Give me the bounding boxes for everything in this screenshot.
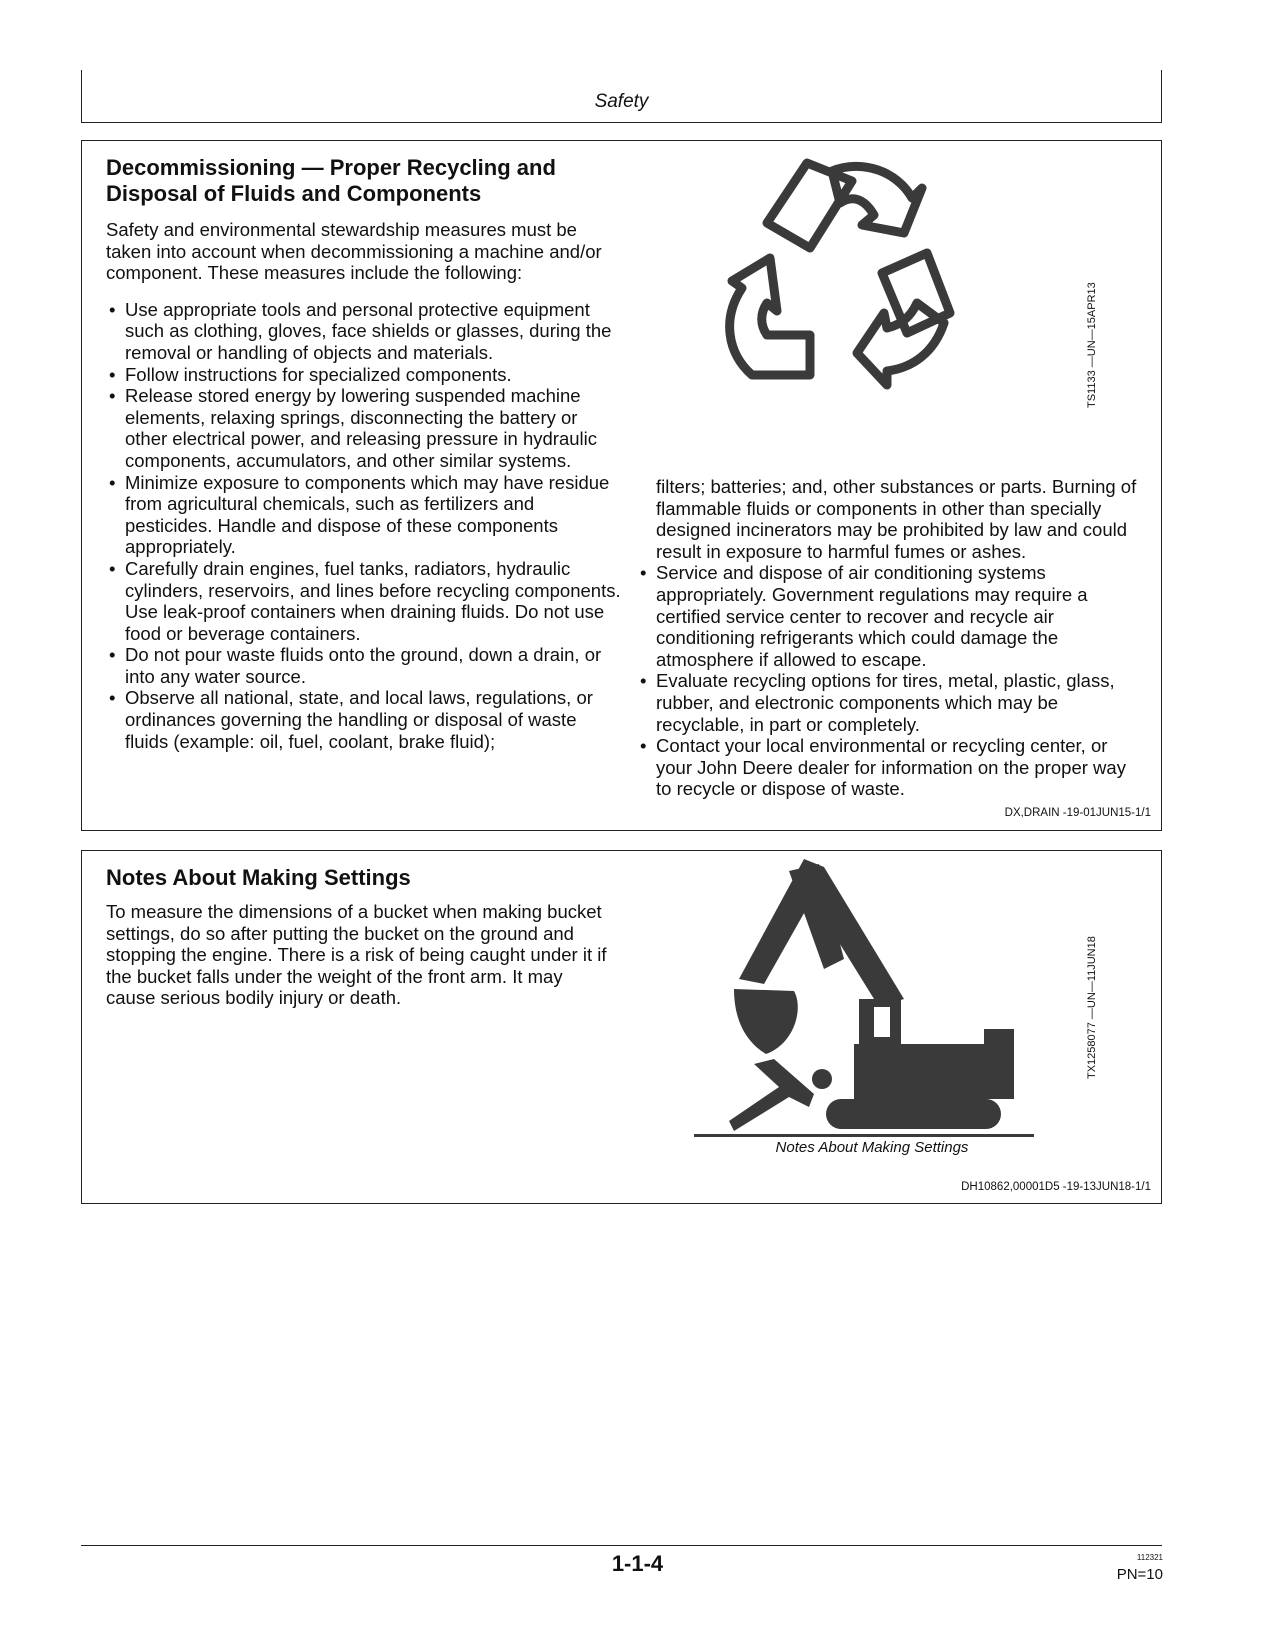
list-item: • Do not pour waste fluids onto the ground, down a drain, or into any water source. xyxy=(106,644,621,687)
recycle-icon xyxy=(712,153,1002,418)
section-title: Notes About Making Settings xyxy=(106,865,411,890)
list-item: • Evaluate recycling options for tires, metal, plastic, glass, rubber, and electronic components which may be recyclable, in part or completely. xyxy=(637,670,1142,735)
title-line-2: Disposal of Fluids and Components xyxy=(106,181,482,206)
body-paragraph: To measure the dimensions of a bucket when making bucket settings, do so after putting the bucket on the ground and stopping the engine. There is a risk of being caught under it if the bucket falls under the weight of the front arm. It may cause serious bodily injury or death. xyxy=(106,901,607,1009)
list-item: • Observe all national, state, and local laws, regulations, or ordinances governing the handling or disposal of waste fluids (example: oil, fuel, coolant, brake fluid); xyxy=(106,687,621,752)
pn-label: PN=10 xyxy=(1116,1566,1163,1583)
figure-code: TX1258077 —UN—11JUN18 xyxy=(1086,936,1098,1079)
intro-paragraph: Safety and environmental stewardship measures must be taken into account when decommissioning a machine and/or component. These measures include the following: xyxy=(106,219,602,284)
figure-caption: Notes About Making Settings xyxy=(775,1139,969,1156)
right-column xyxy=(637,476,1142,800)
list-item: • Use appropriate tools and personal protective equipment such as clothing, gloves, face shields or glasses, during the removal or handling of objects and materials. xyxy=(106,299,621,364)
left-column xyxy=(106,219,621,752)
list-item: • Follow instructions for specialized components. xyxy=(106,364,621,386)
page-header xyxy=(81,70,1162,123)
list-item: • Service and dispose of air conditioning systems appropriately. Government regulations may require a certified service center to recover and recycle air conditioning refrigerants which could damage the atmosphere if allowed to escape. xyxy=(637,562,1142,670)
section-decommissioning xyxy=(81,140,1162,831)
list-item: • Carefully drain engines, fuel tanks, radiators, hydraulic cylinders, reservoirs, and lines before recycling components. Use leak-proof containers when draining fluids. Do not use food or beverage containers. xyxy=(106,558,621,644)
continuation-paragraph: filters; batteries; and, other substances or parts. Burning of flammable fluids or components in other than specially designed incinerators may be prohibited by law and could result in exposure to harmful fumes or ashes. xyxy=(656,476,1137,562)
footer-divider xyxy=(81,1545,1162,1546)
title-line-1: Decommissioning — Proper Recycling and xyxy=(106,155,556,180)
reference-code: DX,DRAIN -19-01JUN15-1/1 xyxy=(1004,807,1151,819)
header-title: Safety xyxy=(594,91,649,112)
figure-code: TS1133 —UN—15APR13 xyxy=(1086,282,1098,408)
list-item: • Release stored energy by lowering suspended machine elements, relaxing springs, disconnecting the battery or other electrical power, and releasing pressure in hydraulic components, accumulators, and other similar systems. xyxy=(106,385,621,471)
page-number: 1-1-4 xyxy=(611,1551,664,1576)
footer-code: 112321 xyxy=(1136,1553,1163,1562)
list-item: • Minimize exposure to components which may have residue from agricultural chemicals, such as fertilizers and pesticides. Handle and dispose of these components appropriately. xyxy=(106,472,621,558)
section-notes-settings xyxy=(81,850,1162,1204)
list-item: • Contact your local environmental or recycling center, or your John Deere dealer for information on the proper way to recycle or dispose of waste. xyxy=(637,735,1142,800)
section-title xyxy=(106,155,556,207)
reference-code: DH10862,00001D5 -19-13JUN18-1/1 xyxy=(961,1181,1151,1193)
bullet-list-right xyxy=(637,562,1142,800)
excavator-hazard-icon xyxy=(694,859,1064,1144)
bullet-list xyxy=(106,299,621,752)
